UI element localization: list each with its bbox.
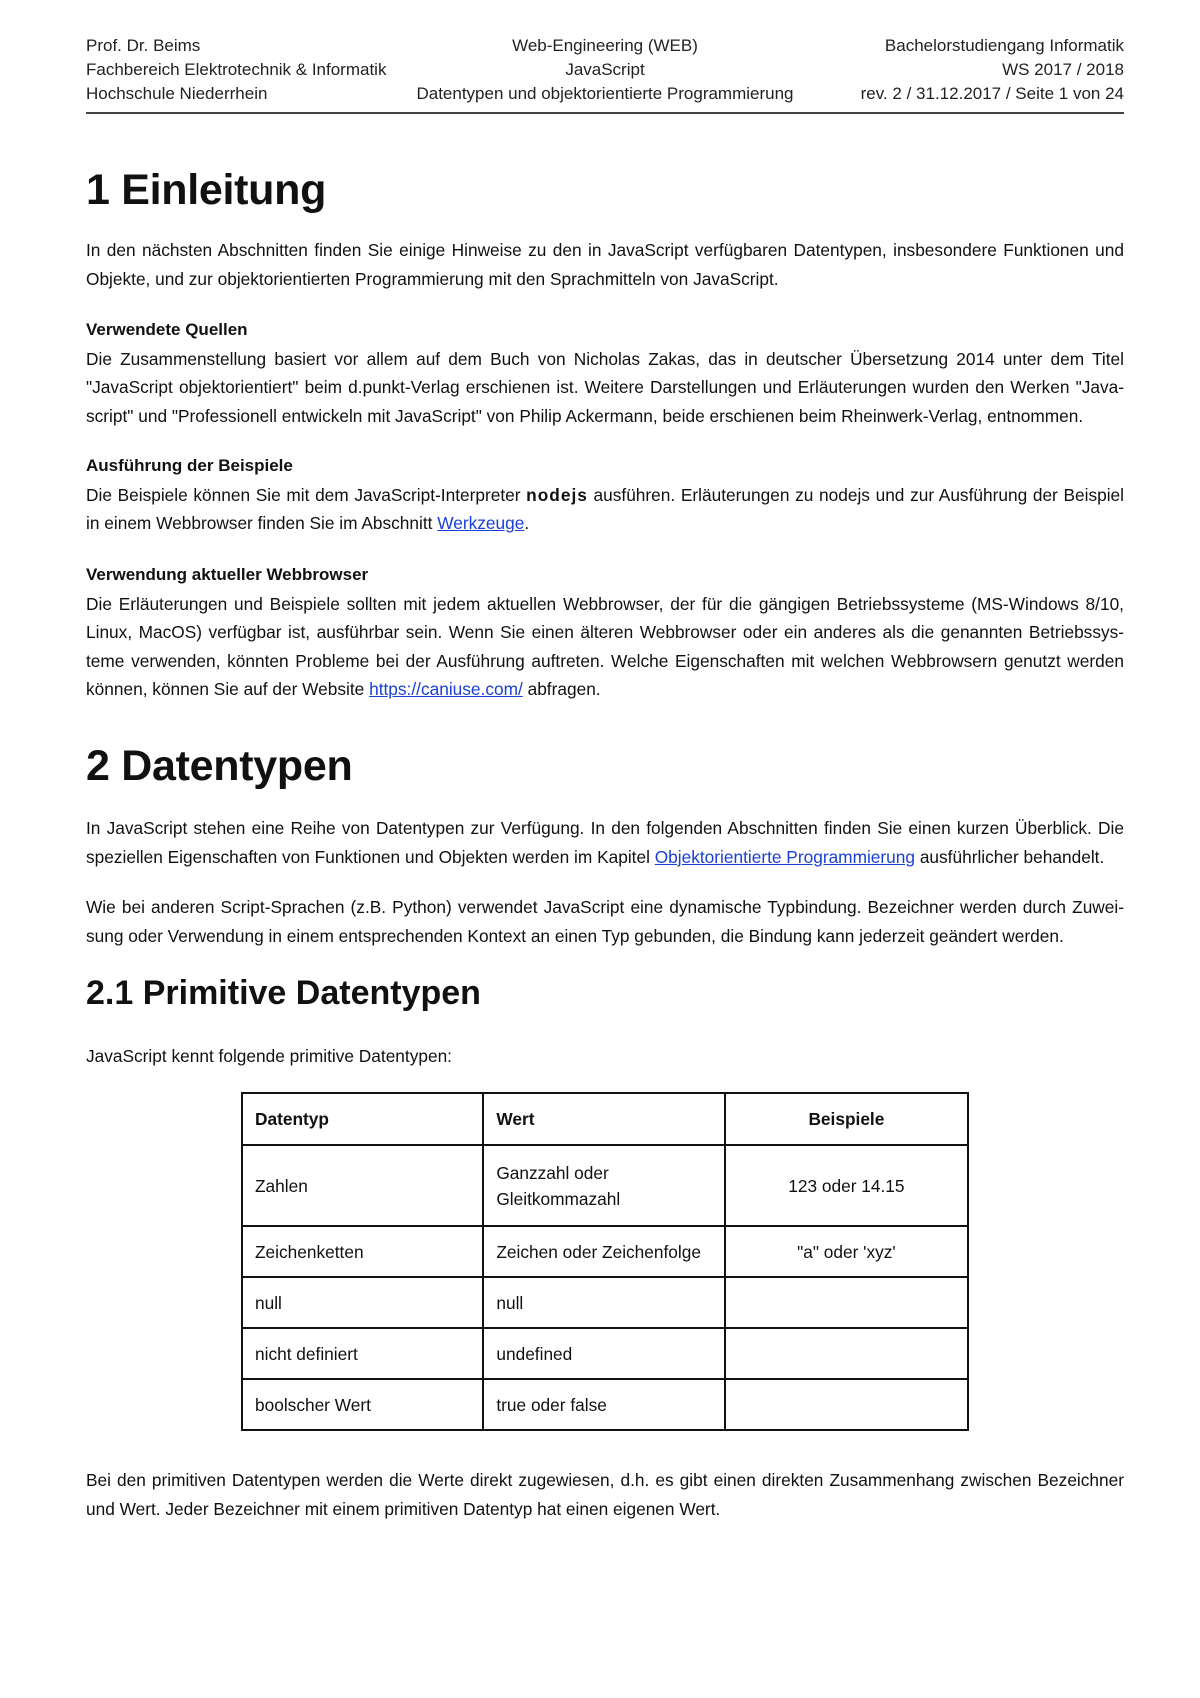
table-cell: nicht definiert — [242, 1328, 483, 1379]
table-row — [242, 1277, 968, 1328]
browser-text-a: Die Erläuterungen und Beispiele sollten mit jedem aktuellen Webbrowser, der für die gängigen Betriebssysteme (MS-Windows 8/10, Linux, MacOS) verfügbar ist, ausführbar sein. Wenn Sie einen älteren Webbrowser oder ein anderes als die genannten Betriebssys-teme verwenden, könnten Probleme bei der Ausführung auftreten. Welche Eigenschaften mit welchen Webbrowsern genutzt werden können, können Sie auf der Website — [86, 593, 1124, 699]
department: Fachbereich Elektrotechnik & Informatik — [86, 60, 387, 79]
page-header — [86, 34, 1124, 114]
semester: WS 2017 / 2018 — [1002, 60, 1124, 79]
table-row — [242, 1328, 968, 1379]
datentypen-table — [241, 1092, 969, 1431]
revision-page-info: rev. 2 / 31.12.2017 / Seite 1 von 24 — [860, 84, 1124, 103]
heading-primitive-datentypen: 2.1 Primitive Datentypen — [86, 974, 481, 1012]
program: Bachelorstudiengang Informatik — [884, 36, 1124, 55]
university: Hochschule Niederrhein — [86, 84, 268, 103]
beispiele-text — [86, 481, 1124, 538]
table-cell: null — [483, 1277, 724, 1328]
table-cell: "a" oder 'xyz' — [725, 1226, 968, 1277]
einleitung-text: In den nächsten Abschnitten finden Sie einige Hinweise zu den in JavaScript verfügbaren Datentypen, insbesondere Funktionen und Objekte, und zur objektorientierten Programmierung mit den Sprachmitteln von JavaScript. — [86, 240, 1124, 289]
browser-text-b: abfragen. — [522, 679, 601, 699]
werkzeuge-link[interactable]: Werkzeuge — [437, 513, 525, 533]
column-header-beispiele: Beispiele — [725, 1093, 968, 1145]
column-header-wert: Wert — [483, 1093, 724, 1145]
table-cell: undefined — [483, 1328, 724, 1379]
datentypen-intro-text — [86, 814, 1124, 871]
table-cell: Zeichen oder Zeichenfolge — [483, 1226, 724, 1277]
table-cell: 123 oder 14.15 — [725, 1145, 968, 1226]
browser-text — [86, 590, 1124, 704]
table-cell: true oder false — [483, 1379, 724, 1430]
table-row — [242, 1226, 968, 1277]
table-cell: boolscher Wert — [242, 1379, 483, 1430]
column-header-datentyp: Datentyp — [242, 1093, 483, 1145]
datentypen-intro-b: ausführlicher behandelt. — [915, 846, 1105, 867]
quellen-text: Die Zusammenstellung basiert vor allem auf dem Buch von Nicholas Zakas, das in deutscher Übersetzung 2014 unter dem Titel "JavaScript objektorientiert" beim d.punkt-Verlag erschienen ist. Weitere Darstellungen und Erläuterungen wurden den Werken "Java-script" und "Professionell entwickeln mit JavaScript" von Philip Ackermann, beide erschienen beim Rheinwerk-Verlag, entnommen. — [86, 348, 1124, 426]
table-cell — [725, 1328, 968, 1379]
table-cell — [725, 1379, 968, 1430]
author: Prof. Dr. Beims — [86, 36, 201, 55]
beispiele-heading: Ausführung der Beispiele — [86, 456, 293, 475]
topic: JavaScript — [565, 60, 645, 79]
closing-paragraph — [86, 1466, 1124, 1523]
table-cell: Zahlen — [242, 1145, 483, 1226]
quellen-block — [86, 316, 1124, 430]
table-row — [242, 1145, 968, 1226]
browser-block — [86, 561, 1124, 704]
einleitung-paragraph — [86, 236, 1124, 293]
typbindung-paragraph — [86, 893, 1124, 950]
table-cell: Ganzzahl oder Gleitkommazahl — [483, 1145, 724, 1226]
primitive-intro — [86, 1042, 1124, 1071]
table-row — [242, 1379, 968, 1430]
caniuse-link[interactable]: https://caniuse.com/ — [369, 679, 523, 699]
oop-link[interactable]: Objektorientierte Programmierung — [654, 846, 916, 867]
heading-datentypen: 2 Datentypen — [86, 742, 353, 790]
closing-text: Bei den primitiven Datentypen werden die Werte direkt zugewiesen, d.h. es gibt einen direkten Zusammenhang zwischen Bezeichner und Wert. Jeder Bezeichner mit einem primitiven Datentyp hat einen eigenen Wert. — [86, 1470, 1124, 1519]
nodejs-code: nodejs — [526, 484, 588, 505]
heading-einleitung: 1 Einleitung — [86, 166, 327, 214]
beispiele-text-b: ausführen. Erläuterungen zu nodejs und zur Ausführung der Beispiel in einem Webbrowser finden Sie im Abschnitt — [86, 484, 1124, 533]
table-cell — [725, 1277, 968, 1328]
document-page — [86, 0, 1124, 1698]
beispiele-block — [86, 452, 1124, 538]
header-right — [861, 34, 1124, 106]
datentypen-intro — [86, 814, 1124, 871]
table-cell: Zeichenketten — [242, 1226, 483, 1277]
datentypen-intro-a: In JavaScript stehen eine Reihe von Datentypen zur Verfügung. In den folgenden Abschnitten finden Sie einen kurzen Überblick. Die speziellen Eigenschaften von Funktionen und Objekten werden im Kapitel — [86, 818, 1124, 867]
course-title: Web-Engineering (WEB) — [512, 36, 698, 55]
primitive-intro-text: JavaScript kennt folgende primitive Datentypen: — [86, 1046, 452, 1066]
beispiele-text-a: Die Beispiele können Sie mit dem JavaScript-Interpreter — [86, 484, 527, 505]
beispiele-text-c: . — [524, 513, 530, 533]
subtopic: Datentypen und objektorientierte Programmierung — [416, 84, 794, 103]
browser-heading: Verwendung aktueller Webbrowser — [86, 565, 369, 584]
typbindung-text: Wie bei anderen Script-Sprachen (z.B. Python) verwendet JavaScript eine dynamische Typbindung. Bezeichner werden durch Zuwei-sung oder Verwendung in einem entsprechenden Kontext an einen Typ gebunden, die Bindung kann jederzeit geändert werden. — [86, 897, 1124, 946]
quellen-heading: Verwendete Quellen — [86, 320, 248, 339]
table-header-row — [242, 1093, 968, 1145]
table-cell: null — [242, 1277, 483, 1328]
